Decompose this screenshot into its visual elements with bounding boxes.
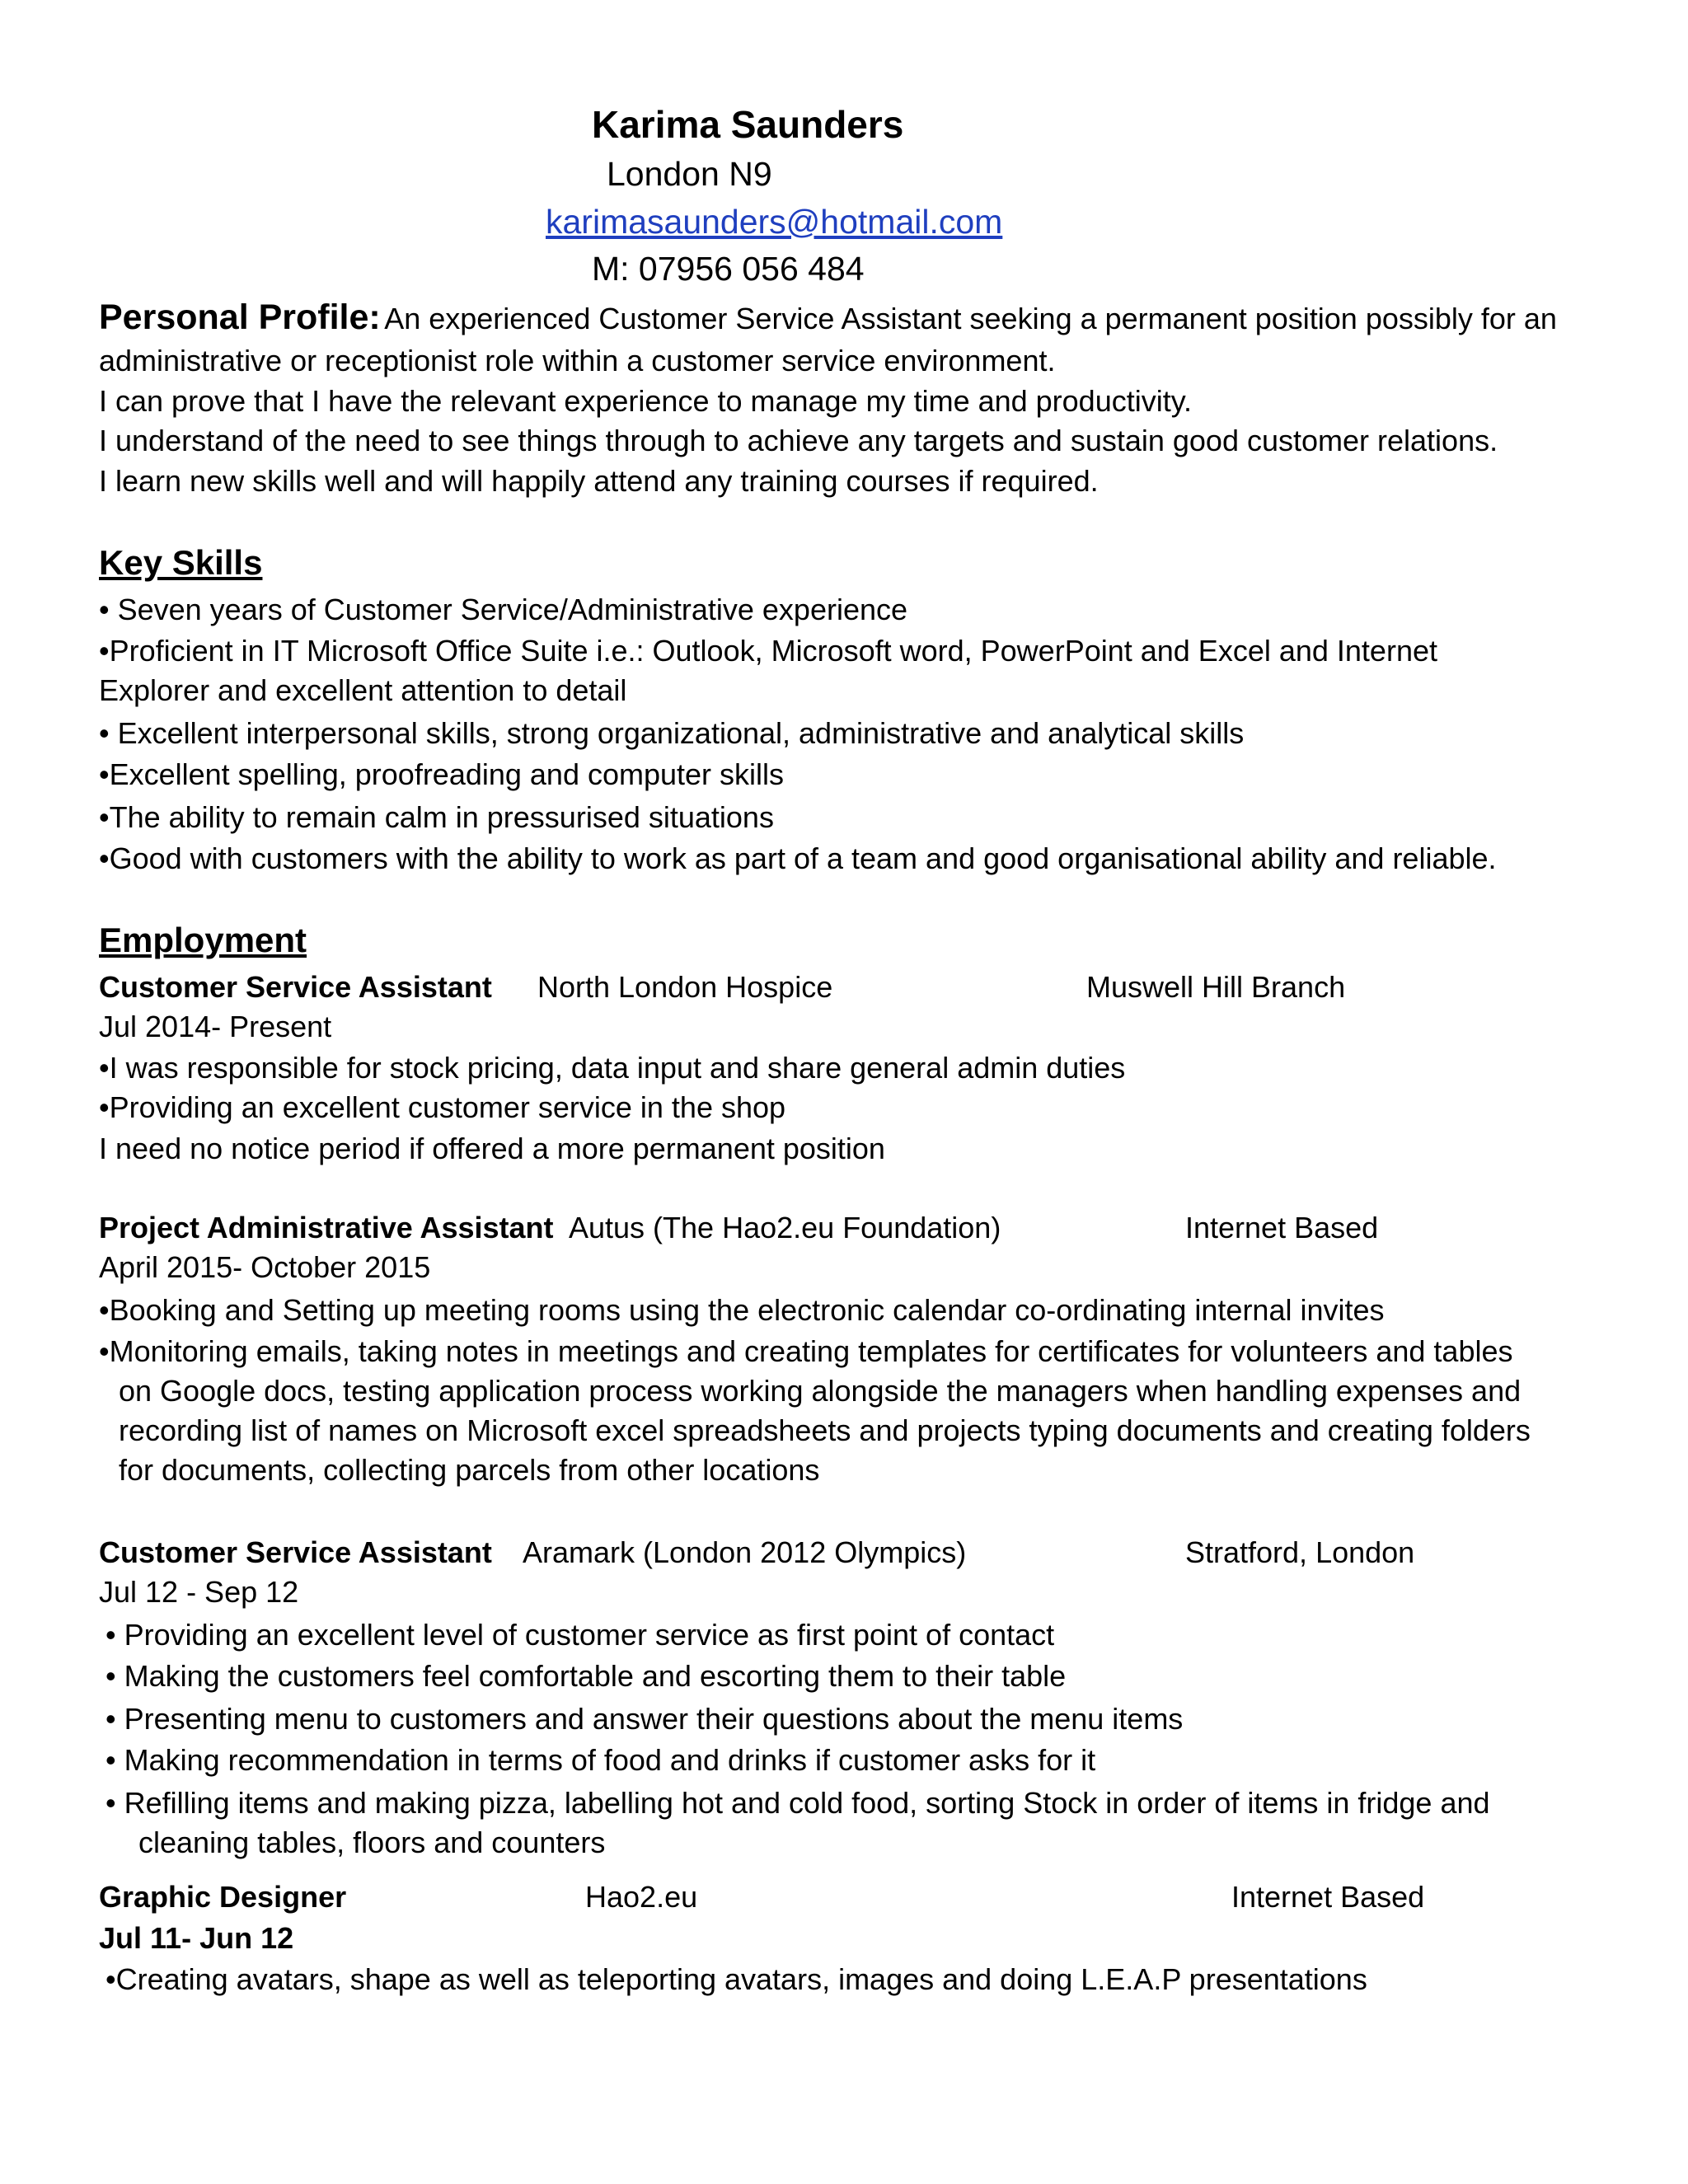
profile-line: I learn new skills well and will happily attend any training courses if required.: [99, 464, 1099, 498]
key-skills-heading: Key Skills: [99, 543, 263, 582]
profile-line: I understand of the need to see things through to achieve any targets and sustain good customer relations.: [99, 424, 1498, 457]
candidate-phone: M: 07956 056 484: [592, 250, 865, 288]
candidate-name: Karima Saunders: [592, 103, 904, 146]
candidate-location: London N9: [607, 155, 772, 193]
key-skill-item: • Excellent interpersonal skills, strong organizational, administrative and analytical skills: [99, 716, 1245, 750]
job-role: Project Administrative Assistant: [99, 1211, 554, 1244]
job-organisation: Autus (The Hao2.eu Foundation): [569, 1211, 1001, 1244]
key-skill-item: • Seven years of Customer Service/Administrative experience: [99, 593, 908, 626]
job-role: Customer Service Assistant: [99, 970, 492, 1004]
profile-line: administrative or receptionist role within a customer service environment.: [99, 344, 1056, 377]
key-skill-item: Explorer and excellent attention to detail: [99, 673, 627, 707]
job-role: Graphic Designer: [99, 1880, 347, 1914]
job-role: Customer Service Assistant: [99, 1535, 492, 1569]
job-duty-line: •Creating avatars, shape as well as teleporting avatars, images and doing L.E.A.P presentations: [106, 1962, 1367, 1996]
key-skill-item: •The ability to remain calm in pressurised situations: [99, 800, 774, 834]
key-skill-item: •Good with customers with the ability to work as part of a team and good organisational ability and reliable.: [99, 841, 1497, 875]
job-location: Muswell Hill Branch: [1086, 970, 1346, 1004]
job-duty-line: for documents, collecting parcels from other locations: [119, 1453, 820, 1487]
personal-profile-label: Personal Profile: [99, 298, 369, 337]
job-dates: April 2015- October 2015: [99, 1250, 431, 1284]
job-location: Internet Based: [1231, 1880, 1425, 1914]
job-location: Stratford, London: [1185, 1535, 1415, 1569]
job-duty-line: • Refilling items and making pizza, labelling hot and cold food, sorting Stock in order of items in fridge and: [106, 1786, 1490, 1820]
job-dates: Jul 2014- Present: [99, 1010, 332, 1043]
personal-profile-colon: :: [368, 298, 381, 337]
candidate-email-link[interactable]: karimasaunders@hotmail.com: [546, 203, 1003, 241]
key-skill-item: •Excellent spelling, proofreading and computer skills: [99, 757, 785, 791]
job-location: Internet Based: [1185, 1211, 1379, 1244]
job-duty-line: •Booking and Setting up meeting rooms using the electronic calendar co-ordinating internal invites: [99, 1293, 1385, 1327]
job-duty-line: • Presenting menu to customers and answer their questions about the menu items: [106, 1702, 1184, 1736]
profile-line: An experienced Customer Service Assistant seeking a permanent position possibly for an: [384, 302, 1557, 335]
job-duty-line: I need no notice period if offered a more permanent position: [99, 1132, 885, 1165]
key-skill-item: •Proficient in IT Microsoft Office Suite i.e.: Outlook, Microsoft word, PowerPoint and Excel and Internet: [99, 634, 1437, 668]
job-organisation: Hao2.eu: [585, 1880, 698, 1914]
job-duty-line: recording list of names on Microsoft excel spreadsheets and projects typing documents and creating folders: [119, 1413, 1531, 1447]
job-duty-line: on Google docs, testing application process working alongside the managers when handling expenses and: [119, 1374, 1522, 1408]
job-duty-line: •Providing an excellent customer service in the shop: [99, 1090, 786, 1124]
employment-heading: Employment: [99, 921, 307, 959]
job-duty-line: cleaning tables, floors and counters: [138, 1825, 606, 1859]
job-dates: Jul 12 - Sep 12: [99, 1575, 299, 1609]
personal-profile-first-line: [99, 300, 1557, 335]
job-duty-line: •I was responsible for stock pricing, data input and share general admin duties: [99, 1051, 1126, 1085]
job-duty-line: •Monitoring emails, taking notes in meetings and creating templates for certificates for volunteers and tables: [99, 1334, 1513, 1368]
job-dates: Jul 11- Jun 12: [99, 1921, 294, 1955]
job-duty-line: • Making recommendation in terms of food and drinks if customer asks for it: [106, 1743, 1096, 1777]
job-duty-line: • Providing an excellent level of customer service as first point of contact: [106, 1618, 1055, 1652]
profile-line: I can prove that I have the relevant experience to manage my time and productivity.: [99, 384, 1193, 418]
job-organisation: North London Hospice: [537, 970, 833, 1004]
job-duty-line: • Making the customers feel comfortable and escorting them to their table: [106, 1659, 1067, 1693]
job-organisation: Aramark (London 2012 Olympics): [523, 1535, 967, 1569]
